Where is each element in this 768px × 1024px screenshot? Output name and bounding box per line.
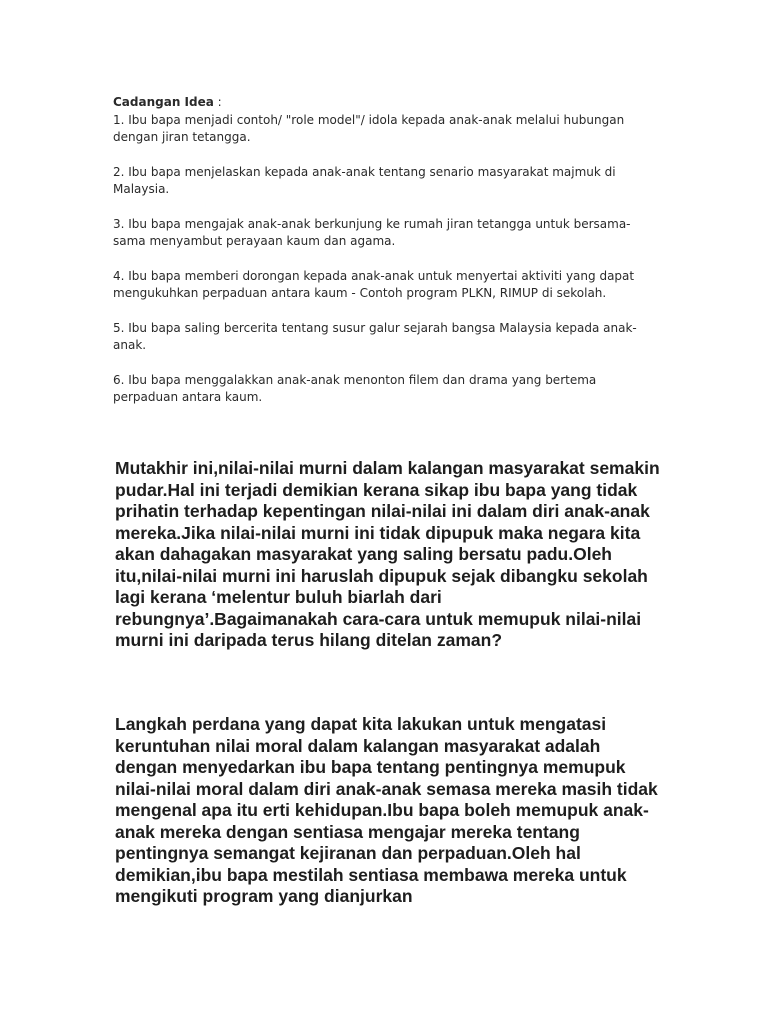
idea-item-6: 6. Ibu bapa menggalakkan anak-anak menonton filem dan drama yang bertema perpaduan antara kaum.	[113, 372, 597, 404]
idea-item-5: 5. Ibu bapa saling bercerita tentang susur galur sejarah bangsa Malaysia kepada anak-anak.	[113, 320, 637, 352]
idea-item-4: 4. Ibu bapa memberi dorongan kepada anak-anak untuk menyertai aktiviti yang dapat mengukuhkan perpaduan antara kaum - Contoh program PLKN, RIMUP di sekolah.	[113, 268, 635, 300]
ideas-heading-suffix: :	[213, 95, 222, 109]
idea-item-2: 2. Ibu bapa menjelaskan kepada anak-anak tentang senario masyarakat majmuk di Malaysia.	[113, 164, 616, 196]
idea-item-3: 3. Ibu bapa mengajak anak-anak berkunjung ke rumah jiran tetangga untuk bersama-sama menyambut perayaan kaum dan agama.	[113, 216, 631, 248]
ideas-heading-label: Cadangan Idea	[113, 95, 214, 109]
ideas-section	[113, 94, 658, 424]
ideas-heading	[113, 94, 658, 112]
essay-paragraph-introduction: Mutakhir ini,nilai-nilai murni dalam kalangan masyarakat semakin pudar.Hal ini terjadi demikian kerana sikap ibu bapa yang tidak prihatin terhadap kepentingan nilai-nilai ini dalam diri anak-anak mereka.Jika nilai-nilai murni ini tidak dipupuk maka negara kita akan dahagakan masyarakat yang saling bersatu padu.Oleh itu,nilai-nilai murni ini haruslah dipupuk sejak dibangku sekolah lagi kerana ‘melentur buluh biarlah dari rebungnya’.Bagaimanakah cara-cara untuk memupuk nilai-nilai murni ini daripada terus hilang ditelan zaman?	[115, 458, 660, 650]
idea-item-1: 1. Ibu bapa menjadi contoh/ "role model"/ idola kepada anak-anak melalui hubungan dengan jiran tetangga.	[113, 112, 625, 144]
essay-paragraph-body: Langkah perdana yang dapat kita lakukan untuk mengatasi keruntuhan nilai moral dalam kalangan masyarakat adalah dengan menyedarkan ibu bapa tentang pentingnya memupuk nilai-nilai moral dalam diri anak-anak semasa mereka masih tidak mengenal apa itu erti kehidupan.Ibu bapa boleh memupuk anak-anak mereka dengan sentiasa mengajar mereka tentang pentingnya semangat kejiranan dan perpaduan.Oleh hal demikian,ibu bapa mestilah sentiasa membawa mereka untuk mengikuti program yang dianjurkan	[115, 714, 658, 906]
